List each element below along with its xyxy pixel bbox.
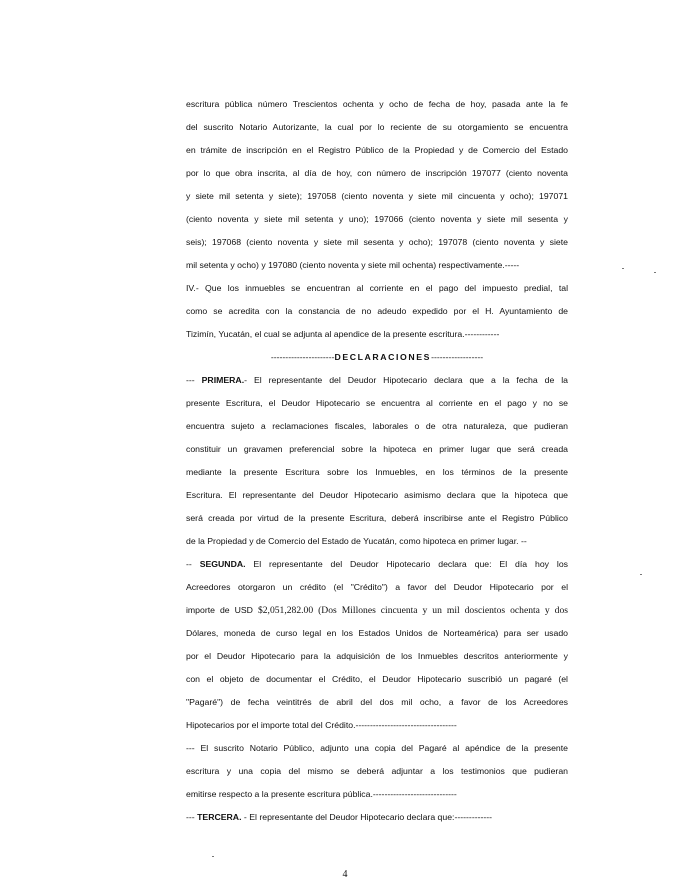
tercera-text: - El representante del Deudor Hipotecario declara que:-------------: [241, 812, 493, 822]
paragraph-1-line-8: mil setenta y ocho) y 197080 (ciento noventa y siete mil ochenta) respectivamente.-----: [186, 260, 520, 270]
tercera-line: [186, 811, 568, 823]
segunda-line-1: [186, 558, 568, 570]
heading-dashes-right: ------------------: [431, 352, 484, 362]
paragraph-1-line-7: seis); 197068 (ciento noventa y siete mil sesenta y ocho); 197078 (ciento noventa y siete: [186, 237, 568, 247]
segunda-line-8: Hipotecarios por el importe total del Crédito.-----------------------------------: [186, 720, 457, 730]
primera-line-8: de la Propiedad y de Comercio del Estado de Yucatán, como hipoteca en primer lugar. --: [186, 536, 527, 546]
tercera-prefix: ---: [186, 812, 198, 822]
segunda-line-7: "Pagaré") de fecha veintitrés de abril del dos mil ocho, a favor de los Acreedores: [186, 697, 568, 707]
segunda-line-6: con el objeto de documentar el Crédito, el Deudor Hipotecario suscribió un pagaré (el: [186, 674, 568, 684]
paragraph-1-line-5: y siete mil setenta y siete); 197058 (ciento noventa y siete mil cincuenta y ocho); 197071: [186, 191, 568, 201]
segunda-prefix: --: [186, 559, 200, 569]
segunda-label: SEGUNDA.: [199, 559, 246, 569]
primera-line-5: mediante la presente Escritura sobre los Inmuebles, en los términos de la presente: [186, 467, 568, 477]
primera-label: PRIMERA.: [201, 375, 245, 385]
primera-line-6: Escritura. El representante del Deudor Hipotecario asimismo declara que la hipoteca que: [186, 490, 568, 500]
notario-line-2: escritura y una copia del mismo se deberá adjuntar a los testimonios que pudieran: [186, 766, 568, 776]
primera-line-3: encuentra sujeto a reclamaciones fiscales, laborales o de otra naturaleza, que pudieran: [186, 421, 568, 431]
paragraph-1-line-6: (ciento noventa y siete mil setenta y uno); 197066 (ciento noventa y siete mil sesenta y: [186, 214, 568, 224]
segunda-line-5: por el Deudor Hipotecario para la adquisición de los Inmuebles descritos anteriormente y: [186, 651, 568, 661]
paragraph-iv-line-3: Tizimín, Yucatán, el cual se adjunta al apendice de la presente escritura.------------: [186, 329, 500, 339]
scan-speck: [622, 268, 624, 269]
loan-amount-text: $2,051,282.00 (Dos Millones cincuenta y un mil doscientos ochenta y dos: [257, 605, 568, 616]
notario-line-3: emitirse respecto a la presente escritura pública.-----------------------------: [186, 789, 457, 799]
primera-prefix: ---: [186, 375, 202, 385]
page-number: 4: [342, 869, 348, 880]
paragraph-iv-line-2: como se acredita con la constancia de no adeudo expedido por el H. Ayuntamiento de: [186, 306, 568, 316]
declaraciones-heading: [186, 351, 568, 363]
scan-speck: [640, 574, 642, 575]
segunda-line-3-start: importe de USD: [186, 605, 258, 615]
segunda-line-3: [186, 604, 568, 616]
paragraph-1-line-2: del suscrito Notario Autorizante, la cual por lo reciente de su otorgamiento se encuentra: [186, 122, 568, 132]
primera-line-7: será creada por virtud de la presente Escritura, deberá inscribirse ante el Registro Público: [186, 513, 568, 523]
scan-speck: [654, 272, 656, 273]
paragraph-iv-line-1: IV.- Que los inmuebles se encuentran al corriente en el pago del impuesto predial, tal: [186, 283, 568, 293]
paragraph-1-line-4: por lo que obra inscrita, al día de hoy, con número de inscripción 197077 (ciento noventa: [186, 168, 568, 178]
heading-dashes-left: ----------------------: [270, 352, 335, 362]
primera-line-2: presente Escritura, el Deudor Hipotecario se encuentra al corriente en el pago y no se: [186, 398, 568, 408]
paragraph-1-line-3: en trámite de inscripción en el Registro Público de la Propiedad y de Comercio del Estado: [186, 145, 568, 155]
primera-line-1: [186, 374, 568, 386]
paragraph-1-line-1: escritura pública número Trescientos ochenta y ocho de fecha de hoy, pasada ante la fe: [186, 99, 568, 109]
primera-line-4: constituir un gravamen preferencial sobre la hipoteca en primer lugar que será creada: [186, 444, 568, 454]
primera-line-1-text: - El representante del Deudor Hipotecario declara que a la fecha de la: [244, 375, 568, 385]
heading-title: DECLARACIONES: [334, 352, 432, 362]
segunda-line-2: Acreedores otorgaron un crédito (el "Crédito") a favor del Deudor Hipotecario por el: [186, 582, 568, 592]
scan-speck: [212, 856, 214, 857]
tercera-label: TERCERA.: [197, 812, 242, 822]
notario-line-1: --- El suscrito Notario Público, adjunto una copia del Pagaré al apéndice de la presente: [186, 743, 568, 753]
segunda-line-4: Dólares, moneda de curso legal en los Estados Unidos de Norteamérica) para ser usado: [186, 628, 568, 638]
segunda-line-1-text: El representante del Deudor Hipotecario declara que: El día hoy los: [245, 559, 568, 569]
